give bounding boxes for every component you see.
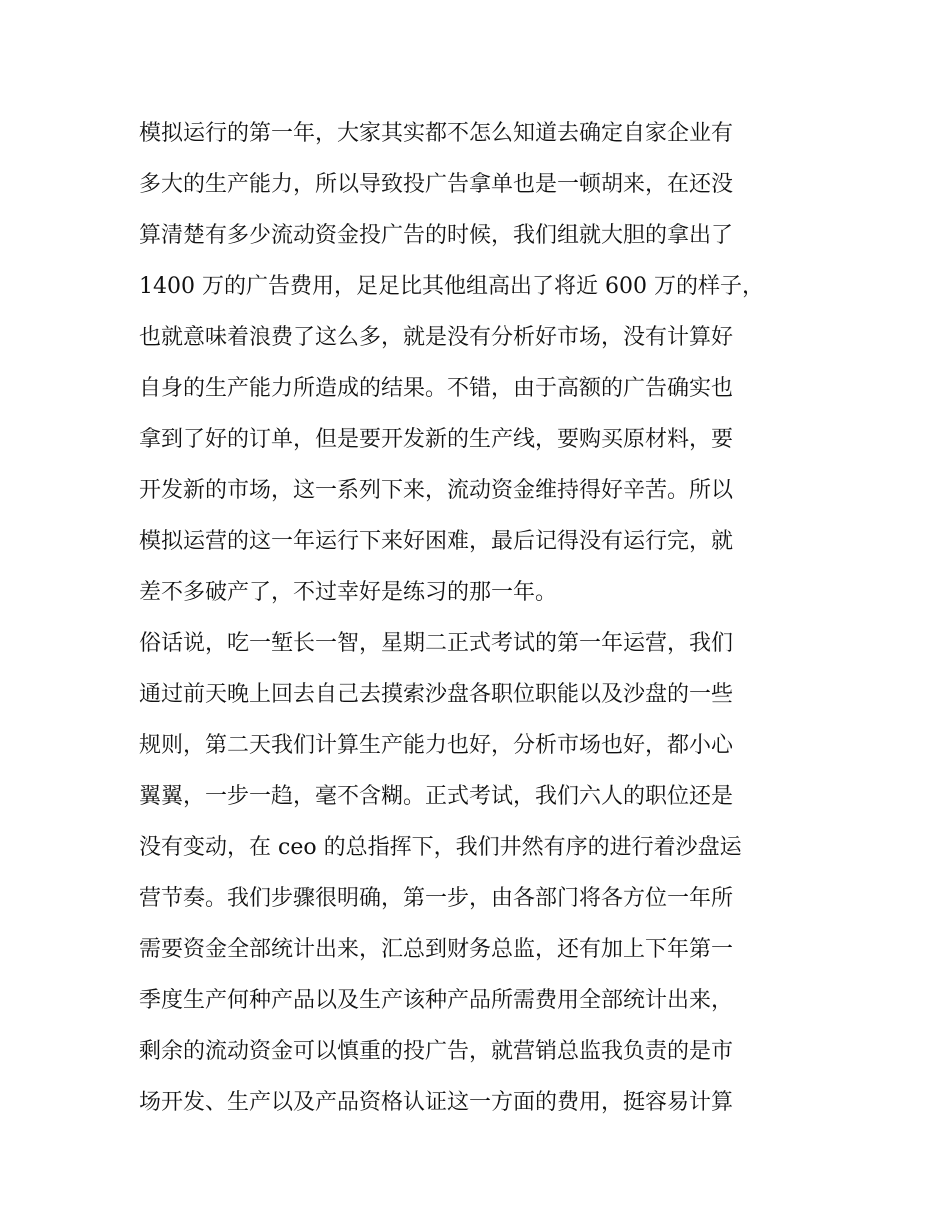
text-line: 模拟运行的第一年，大家其实都不怎么知道去确定自家企业有 bbox=[139, 121, 734, 146]
document-body bbox=[139, 108, 819, 1128]
text-line: 多大的生产能力，所以导致投广告拿单也是一顿胡来，在还没 bbox=[139, 172, 734, 197]
text-line: 差不多破产了，不过幸好是练习的那一年。 bbox=[139, 580, 558, 605]
text-line: 也就意味着浪费了这么多，就是没有分析好市场，没有计算好 bbox=[139, 325, 734, 350]
paragraph-1 bbox=[139, 108, 819, 618]
text-line: 俗话说，吃一堑长一智，星期二正式考试的第一年运营，我们 bbox=[139, 631, 734, 656]
text-line: 通过前天晚上回去自己去摸索沙盘各职位职能以及沙盘的一些 bbox=[139, 682, 734, 707]
text-line: 翼翼，一步一趋，毫不含糊。正式考试，我们六人的职位还是 bbox=[139, 784, 734, 809]
text-line: 需要资金全部统计出来，汇总到财务总监，还有加上下年第一 bbox=[139, 937, 734, 962]
text-line: 开发新的市场，这一系列下来，流动资金维持得好辛苦。所以 bbox=[139, 478, 734, 503]
text-line: 自身的生产能力所造成的结果。不错，由于高额的广告确实也 bbox=[139, 376, 734, 401]
text-line: 营节奏。我们步骤很明确，第一步，由各部门将各方位一年所 bbox=[139, 886, 734, 911]
paragraph-2 bbox=[139, 618, 819, 1128]
text-line: 场开发、生产以及产品资格认证这一方面的费用，挺容易计算 bbox=[139, 1090, 734, 1115]
text-line: 模拟运营的这一年运行下来好困难，最后记得没有运行完，就 bbox=[139, 529, 734, 554]
text-line: 1400 万的广告费用，足足比其他组高出了将近 600 万的样子， bbox=[139, 274, 764, 299]
text-line: 没有变动，在 ceo 的总指挥下，我们井然有序的进行着沙盘运 bbox=[139, 835, 742, 860]
text-line: 拿到了好的订单，但是要开发新的生产线，要购买原材料，要 bbox=[139, 427, 734, 452]
text-line: 规则，第二天我们计算生产能力也好，分析市场也好，都小心 bbox=[139, 733, 734, 758]
text-line: 剩余的流动资金可以慎重的投广告，就营销总监我负责的是市 bbox=[139, 1039, 734, 1064]
text-line: 季度生产何种产品以及生产该种产品所需费用全部统计出来， bbox=[139, 988, 734, 1013]
text-line: 算清楚有多少流动资金投广告的时候，我们组就大胆的拿出了 bbox=[139, 223, 734, 248]
